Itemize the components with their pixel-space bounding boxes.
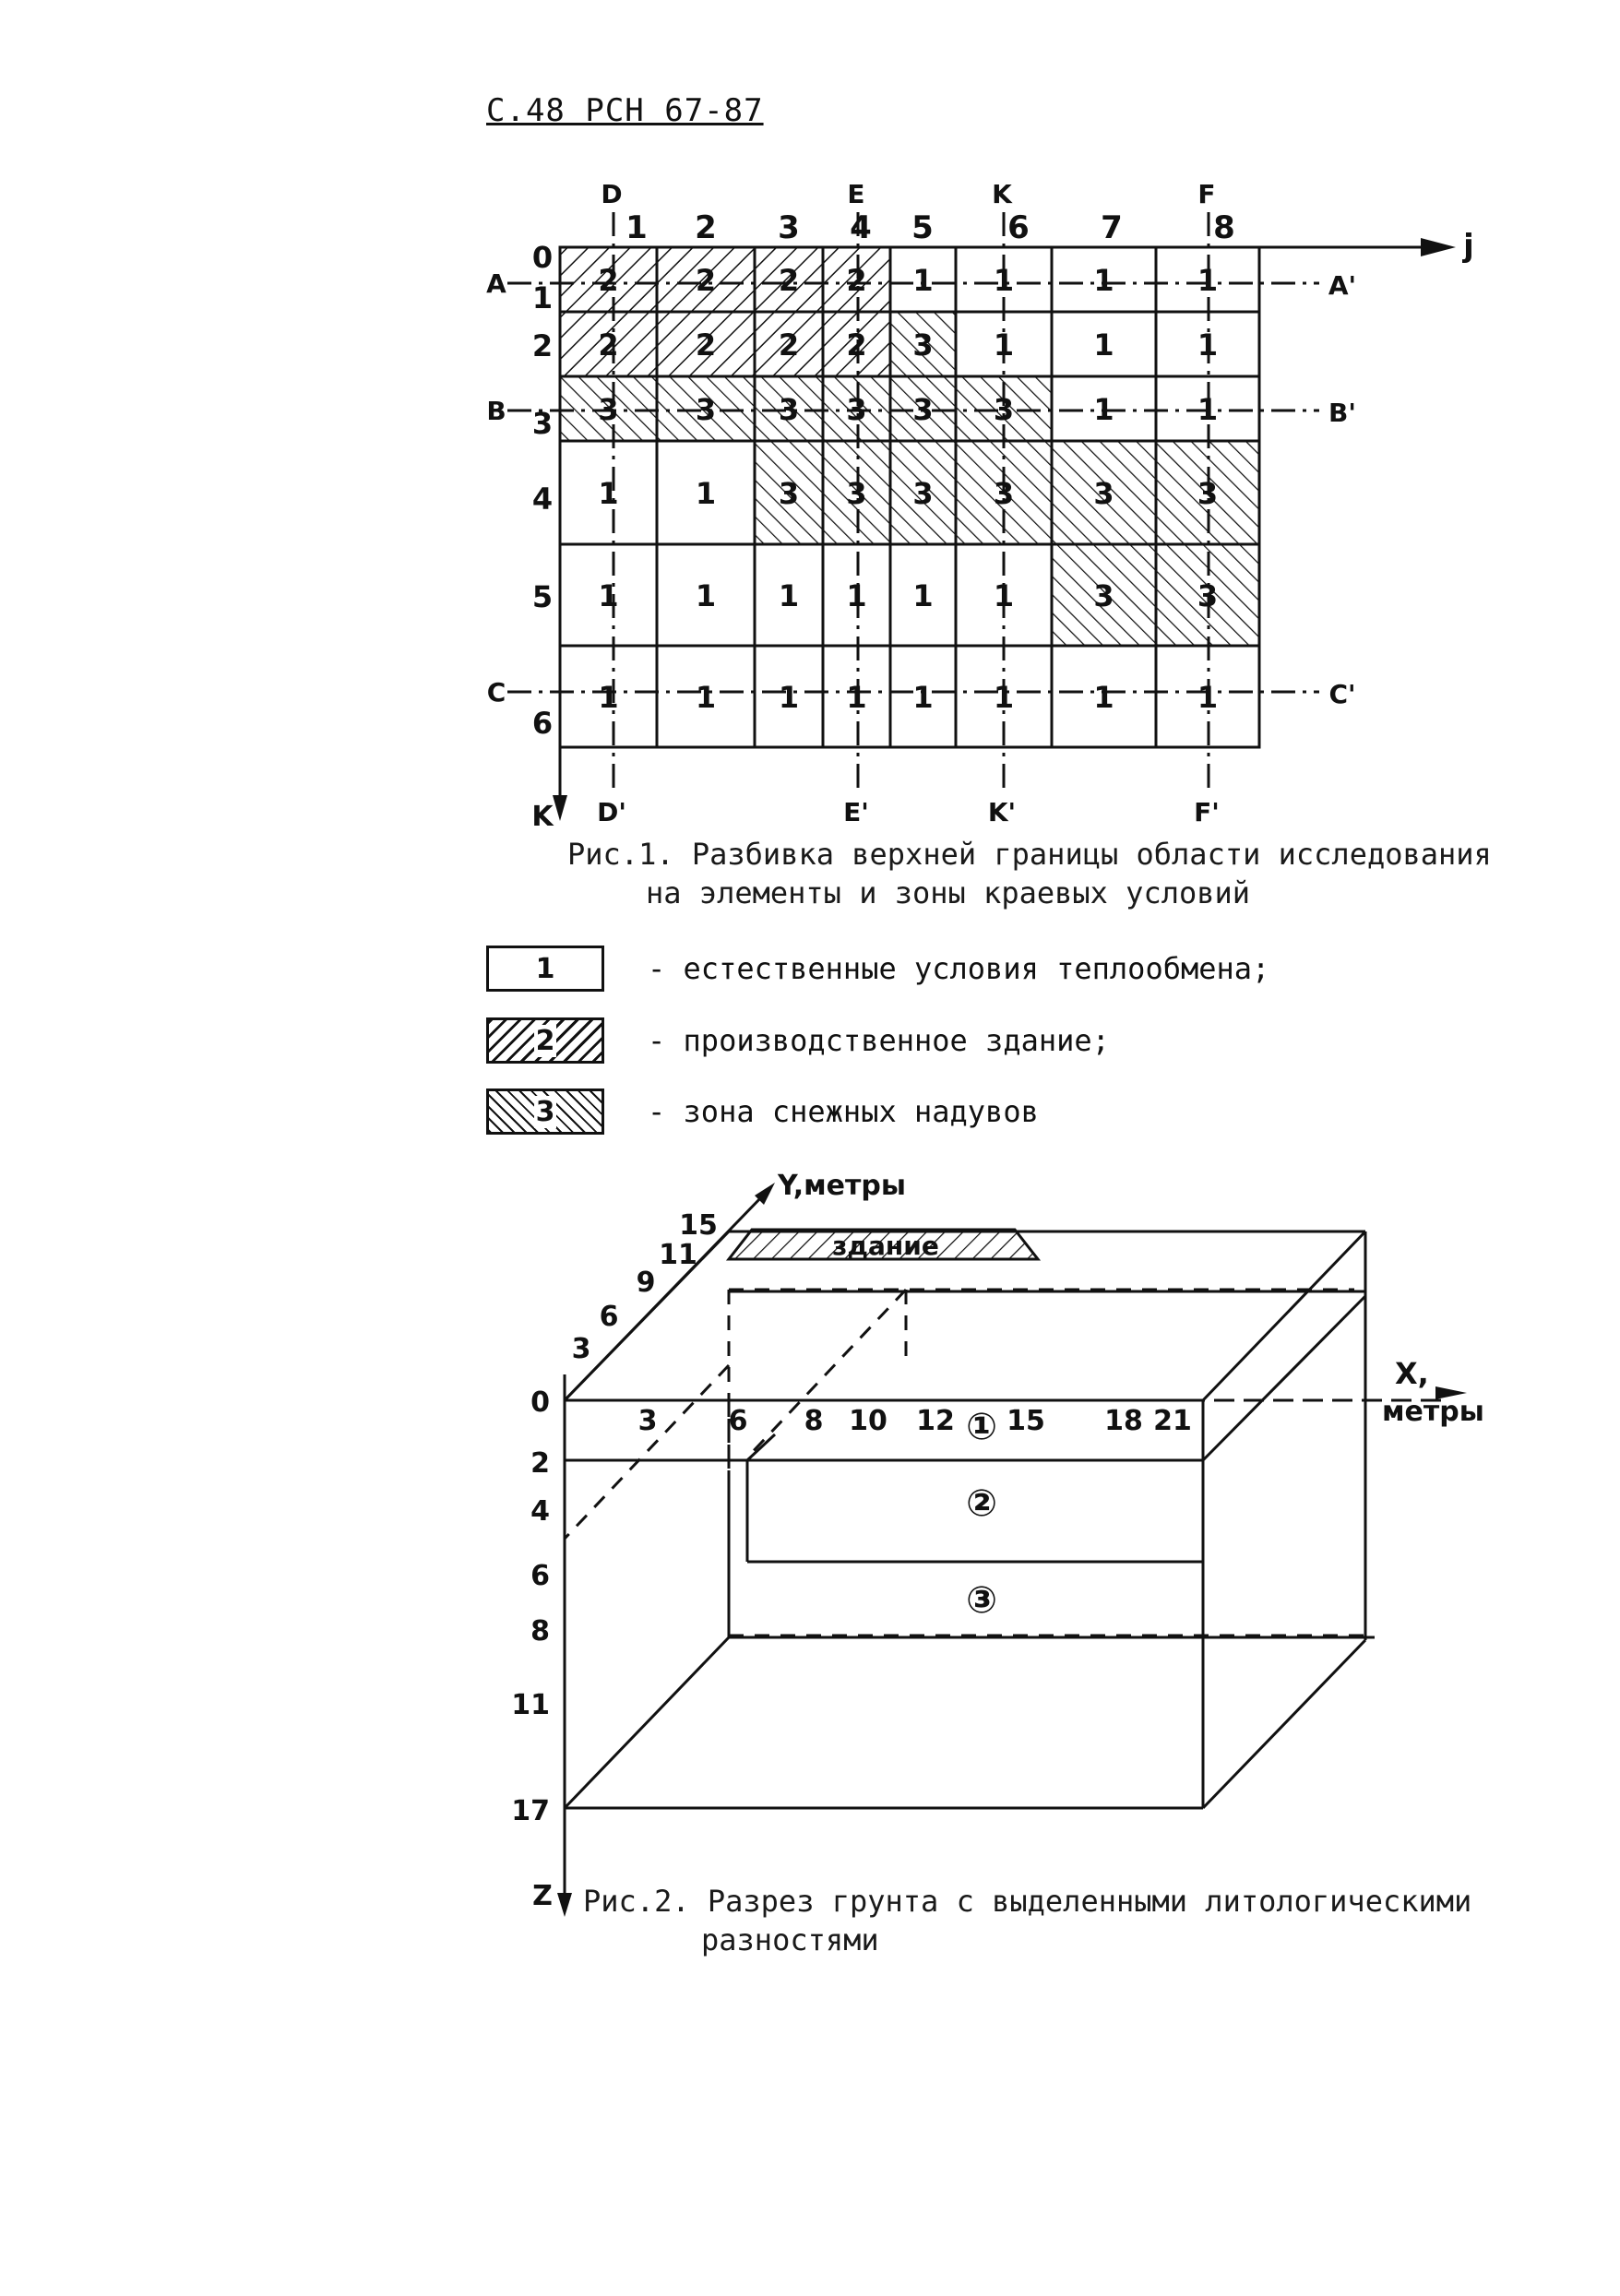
x-tick-label: 10 <box>849 1405 887 1437</box>
grid-cell-value: 1 <box>1197 392 1219 427</box>
legend-swatch-natural: 1 <box>486 946 604 992</box>
grid-cell-value: 3 <box>778 392 800 427</box>
column-number: 5 <box>911 209 934 246</box>
grid-cell-value: 3 <box>846 392 867 427</box>
grid-cell-value: 1 <box>993 263 1015 298</box>
section-letter-right: A' <box>1328 270 1357 301</box>
column-number: 8 <box>1213 209 1235 246</box>
section-letter-top: F <box>1197 179 1216 209</box>
grid-cell-value: 1 <box>598 476 619 511</box>
grid-cell-value: 1 <box>695 476 717 511</box>
grid-cell-value: 1 <box>1093 263 1114 298</box>
grid-cell-value: 1 <box>912 578 934 613</box>
y-tick-label: 3 <box>571 1333 591 1365</box>
x-axis-label-2: метры <box>1382 1396 1484 1428</box>
x-tick-label: 6 <box>728 1405 748 1437</box>
grid-cell-value: 2 <box>846 327 867 363</box>
grid-cell-value: 3 <box>1093 578 1114 613</box>
grid-cell-value: 3 <box>993 476 1015 511</box>
x-tick-label: 3 <box>637 1405 658 1437</box>
section-letter-right: C' <box>1328 679 1356 709</box>
legend-text-building: - производственное здание; <box>648 1023 1110 1058</box>
z-tick-label: 4 <box>530 1495 550 1528</box>
y-tick-label: 11 <box>659 1239 697 1271</box>
grid-cell-value: 2 <box>598 327 619 363</box>
column-number: 3 <box>778 209 800 246</box>
grid-cell-value: 1 <box>912 263 934 298</box>
grid-cell-value: 1 <box>1197 327 1219 363</box>
z-tick-label: 8 <box>530 1615 550 1648</box>
grid-cell-value: 1 <box>598 680 619 715</box>
grid-cell-value: 1 <box>1197 263 1219 298</box>
grid-cell-value: 3 <box>1093 476 1114 511</box>
figure2-soil-section <box>0 1153 1620 1983</box>
z-axis-label: Z <box>532 1880 553 1912</box>
grid-cell-value: 1 <box>1093 327 1114 363</box>
layer1-bottom-right <box>1203 1296 1365 1460</box>
j-axis-arrow <box>1421 238 1456 256</box>
section-letter-top: K <box>992 179 1012 209</box>
building-label: здание <box>832 1231 939 1261</box>
y-tick-label: 9 <box>636 1267 656 1299</box>
x-tick-label: 12 <box>916 1405 955 1437</box>
grid-cell-value: 2 <box>598 263 619 298</box>
grid-cell-value: 3 <box>695 392 717 427</box>
grid-cell-value: 1 <box>993 578 1015 613</box>
box-top-right-edge <box>1203 1231 1365 1400</box>
layer-label: ① <box>966 1406 997 1448</box>
grid-cell-value: 3 <box>912 392 934 427</box>
grid-cell-value: 3 <box>1197 476 1219 511</box>
x-axis-label-1: X, <box>1395 1356 1429 1391</box>
grid-cell-value: 2 <box>778 327 800 363</box>
z-tick-label: 17 <box>511 1795 550 1827</box>
grid-cell-value: 3 <box>912 476 934 511</box>
grid-cell-value: 3 <box>993 392 1015 427</box>
row-number: 1 <box>531 280 554 315</box>
legend-text-snow: - зона снежных надувов <box>648 1094 1039 1129</box>
z-tick-label: 0 <box>530 1386 550 1419</box>
z-tick-label: 2 <box>530 1447 550 1480</box>
legend-swatch-building: 2 <box>486 1017 604 1064</box>
z-axis-arrow <box>557 1893 572 1917</box>
grid-cell-value: 1 <box>846 680 867 715</box>
row-number: 3 <box>531 406 554 441</box>
grid-cell-value: 3 <box>912 327 934 363</box>
section-letter-left: A <box>486 268 506 299</box>
box-bottom-right-edge <box>1203 1640 1365 1808</box>
figure2-caption-line2: разностями <box>701 1922 879 1957</box>
box-bottom-left-edge <box>565 1637 729 1808</box>
section-letter-bottom: F' <box>1194 797 1220 827</box>
grid-cell-value: 3 <box>846 476 867 511</box>
section-letter-top: E <box>847 179 865 209</box>
section-letter-bottom: K' <box>987 797 1017 827</box>
row-number: 4 <box>531 482 554 517</box>
k-axis-arrow <box>553 795 567 821</box>
y-axis-label: Y,метры <box>778 1170 907 1202</box>
legend-text-natural: - естественные условия теплообмена; <box>648 951 1270 986</box>
section-letter-bottom: D' <box>597 797 626 827</box>
grid-cell-value: 1 <box>1093 392 1114 427</box>
section-letter-right: B' <box>1328 398 1356 428</box>
k-axis-label: K <box>531 801 554 830</box>
column-number: 6 <box>1007 209 1030 246</box>
page-header: С.48 РСН 67-87 <box>486 92 764 129</box>
grid-cell-value: 1 <box>695 680 717 715</box>
grid-cell-value: 1 <box>1197 680 1219 715</box>
column-number: 4 <box>850 209 872 246</box>
layer-label: ② <box>966 1482 997 1525</box>
grid-cell-value: 1 <box>695 578 717 613</box>
j-axis-label: j <box>1463 228 1474 265</box>
grid-cell-value: 1 <box>993 680 1015 715</box>
grid-cell-value: 2 <box>846 263 867 298</box>
grid-cell-value: 3 <box>1197 578 1219 613</box>
figure1-caption-line1: Рис.1. Разбивка верхней границы области исследования <box>567 837 1492 872</box>
grid-cell-value: 2 <box>778 263 800 298</box>
grid-cell-value: 1 <box>846 578 867 613</box>
grid-cell-value: 1 <box>1093 680 1114 715</box>
legend-swatch-snow: 3 <box>486 1089 604 1135</box>
z-tick-label: 11 <box>511 1689 550 1721</box>
column-number: 2 <box>695 209 717 246</box>
grid-cell-value: 3 <box>598 392 619 427</box>
grid-cell-value: 1 <box>912 680 934 715</box>
y-tick-label: 6 <box>599 1301 619 1333</box>
figure1-grid <box>0 0 1620 830</box>
layer2-back-edge <box>747 1434 775 1460</box>
section-letter-bottom: E' <box>843 797 869 827</box>
grid-cell-value: 1 <box>598 578 619 613</box>
grid-cell-value: 1 <box>778 680 800 715</box>
figure2-caption-line1: Рис.2. Разрез грунта с выделенными литологическими <box>583 1884 1472 1919</box>
y-tick-label: 15 <box>679 1209 718 1242</box>
section-letter-left: B <box>486 396 506 426</box>
grid-cell-value: 2 <box>695 327 717 363</box>
column-number: 7 <box>1101 209 1123 246</box>
layer-label: ③ <box>966 1579 997 1622</box>
x-tick-label: 21 <box>1153 1405 1192 1437</box>
x-tick-label: 8 <box>804 1405 824 1437</box>
grid-cell-value: 1 <box>993 327 1015 363</box>
z-tick-label: 6 <box>530 1560 550 1592</box>
section-letter-top: D <box>601 179 623 209</box>
x-tick-label: 18 <box>1104 1405 1143 1437</box>
grid-cell-value: 1 <box>778 578 800 613</box>
grid-cell-value: 3 <box>778 476 800 511</box>
row-number: 0 <box>531 240 554 275</box>
figure1-caption-line2: на элементы и зоны краевых условий <box>646 875 1251 910</box>
row-number: 2 <box>531 328 554 363</box>
row-number: 6 <box>531 706 554 741</box>
y-axis <box>565 1195 764 1400</box>
column-number: 1 <box>625 209 648 246</box>
hidden-edge <box>565 1365 729 1539</box>
row-number: 5 <box>531 579 554 614</box>
section-letter-left: C <box>486 677 506 708</box>
grid-cell-value: 2 <box>695 263 717 298</box>
x-tick-label: 15 <box>1007 1405 1045 1437</box>
